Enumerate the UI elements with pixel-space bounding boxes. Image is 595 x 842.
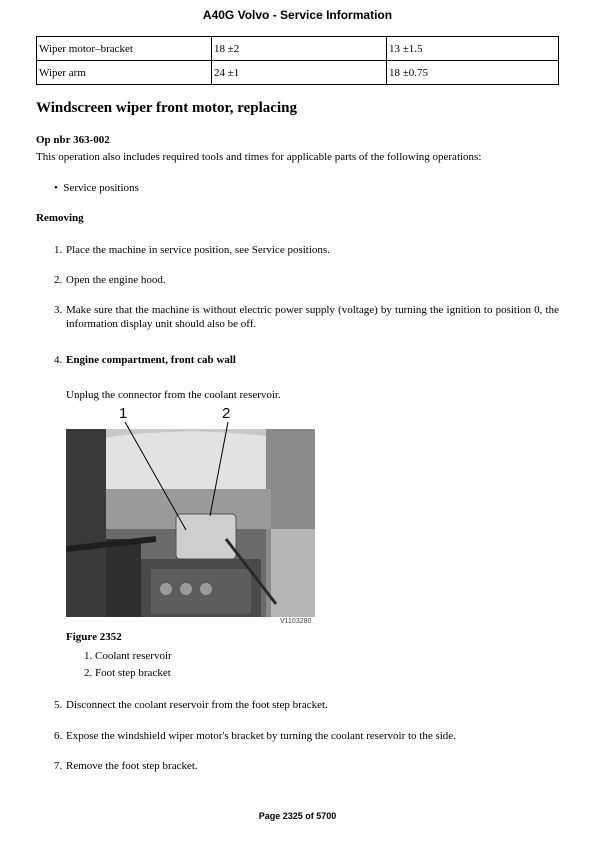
table-cell: 13 ±1.5 — [387, 37, 559, 61]
step-item — [54, 353, 559, 367]
table-cell: 18 ±0.75 — [387, 61, 559, 85]
figure-item-text: Foot step bracket — [95, 667, 171, 679]
callout-2: 2 — [222, 405, 231, 422]
bullet-dot: • — [54, 182, 64, 194]
step-item — [54, 759, 559, 773]
table-row — [37, 37, 559, 61]
figure-item-number: 2. — [84, 667, 93, 679]
step-heading: Engine compartment, front cab wall — [66, 354, 236, 366]
step-item — [54, 698, 559, 712]
step-text: Place the machine in service position, see Service positions. — [66, 244, 330, 256]
step-number: 4. — [54, 354, 63, 366]
table-cell: 18 ±2 — [212, 37, 387, 61]
step-number: 7. — [54, 760, 63, 772]
step-number: 3. — [54, 304, 63, 316]
table-cell: 24 ±1 — [212, 61, 387, 85]
page-footer: Page 2325 of 5700 — [258, 811, 337, 821]
step-item — [54, 729, 559, 743]
figure-caption: Figure 2352 — [66, 631, 122, 643]
step-item — [54, 273, 559, 287]
table-cell: Wiper arm — [37, 61, 212, 85]
step-text: Make sure that the machine is without electric power supply (voltage) by turning the ignition to position 0, the information display unit should also be off. — [66, 304, 559, 330]
step-text: Expose the windshield wiper motor's bracket by turning the coolant reservoir to the side. — [66, 730, 456, 742]
table-row — [37, 61, 559, 85]
step-number: 1. — [54, 244, 63, 256]
page-header: A40G Volvo - Service Information — [202, 8, 393, 22]
engine-compartment-photo — [66, 429, 315, 617]
step-text: Disconnect the coolant reservoir from the foot step bracket. — [66, 699, 328, 711]
figure-item — [84, 667, 171, 679]
callout-1: 1 — [119, 405, 128, 422]
operation-number: Op nbr 363-002 — [36, 134, 110, 146]
bullet-link[interactable]: Service positions — [63, 182, 139, 194]
step-number: 5. — [54, 699, 63, 711]
bullet-item — [54, 182, 139, 194]
removing-heading: Removing — [36, 212, 84, 224]
figure-item — [84, 650, 172, 662]
step-number: 6. — [54, 730, 63, 742]
torque-table — [36, 36, 559, 85]
step-item — [54, 303, 559, 331]
section-title: Windscreen wiper front motor, replacing — [36, 100, 297, 116]
figure-item-text: Coolant reservoir — [95, 650, 172, 662]
table-cell: Wiper motor–bracket — [37, 37, 212, 61]
step-text: Remove the foot step bracket. — [66, 760, 198, 772]
figure-item-number: 1. — [84, 650, 93, 662]
step-detail: Unplug the connector from the coolant reservoir. — [66, 389, 281, 401]
step-item — [54, 243, 559, 257]
step-number: 2. — [54, 274, 63, 286]
step-text: Open the engine hood. — [66, 274, 166, 286]
figure-code: V1103280 — [280, 618, 312, 625]
intro-text: This operation also includes required tools and times for applicable parts of the following operations: — [36, 151, 482, 163]
